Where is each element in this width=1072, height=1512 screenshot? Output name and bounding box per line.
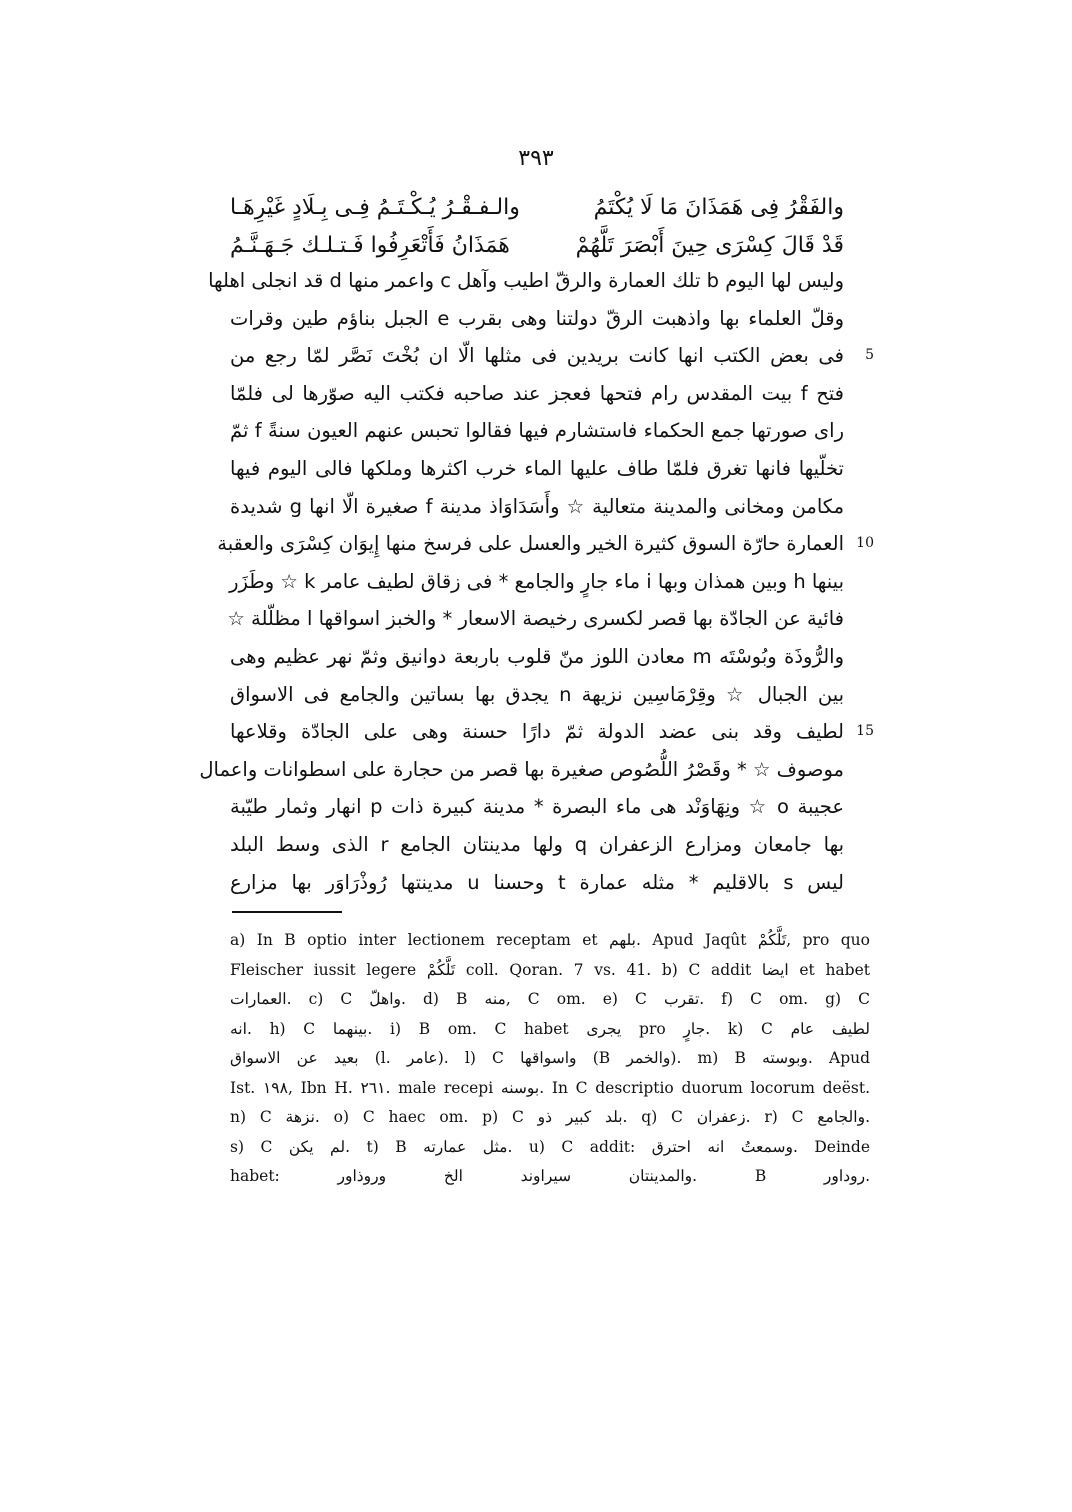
prose-line [230,864,844,902]
verse-hemistich: قَدْ قَالَ كِسْرَى حِينَ أَبْصَرَ تَلَّهُمْ [575,232,844,258]
prose-line-text: فتح f بيت المقدس رام فتحها فعجز عند صاحبه فكتب اليه صوّرها لى فلمّا [230,381,844,405]
prose-line [217,525,874,563]
line-number: 15 [856,723,874,740]
prose-line-text: راى صورتها جمع الحكماء فاستشارم فيها فقالوا تحبس عنهم العيون سنةً f ثمّ [230,419,845,443]
verse-line [230,226,844,264]
prose-line [230,300,844,338]
prose-line [230,375,844,413]
line-number: 10 [856,535,874,552]
prose-line-text: مكامن ومخانى والمدينة متعالية ☆ وأَسَدَاوَاذ مدينة f صغيرة الّا انها g شديدة [230,494,845,518]
page-number: ٣٩٣ [518,146,554,171]
verse-hemistich: والـفـقْـرُ يُـكْـتَـمُ فِـى بِـلَادٍ غَيْرِهَـا [230,194,520,220]
prose-line [230,563,844,601]
verse-line [230,188,844,226]
prose-line-text: لطيف وقد بنى عضد الدولة ثمّ دارًا حسنة وهى على الجادّة وقلاعها [230,720,844,744]
footnote-line: العمارات. c) C واهلّ. d) B منه, C om. e) C تقرب. f) C om. g) C [230,990,870,1008]
prose-line-text: عجيبة o ☆ ونِهَاوَنْد هى ماء البصرة * مدينة كبيرة ذات p انهار وثمار طيّبة [230,795,844,819]
footnote-line: انه. h) C بينهما. i) B om. C habet يجرى pro جارٍ. k) C لطيف عام [230,1019,870,1038]
prose-line-text: وليس لها اليوم b تلك العمارة والرقّ اطيب وآهل c واعمر منها d قد انجلى اهلها [208,269,844,292]
prose-line [230,450,844,488]
verse-hemistich: هَمَذَانُ فَأَتْعَرِفُوا فَـتـلـك جَـهَـنَّـمُ [230,232,510,258]
footnote-line: بعيد عن الاسواق (l. عامر). l) C واسواقها (B والخمر). m) B وبوسته. Apud [230,1049,871,1067]
prose-line-text: تخلّيها فانها تغرق فلمّا طاف عليها الماء خرب اكثرها وملكها فالى اليوم فيها [230,456,844,480]
prose-line [230,638,844,676]
prose-line-text: فائية عن الجادّة بها قصر لكسرى رخيصة الاسعار * والخبز اسواقها l مظلّلة ☆ [227,607,844,631]
verse-block [230,188,844,264]
prose-line [230,337,874,375]
line-number: 5 [865,347,874,364]
footnote-line: n) C نزهة. o) C haec om. p) C بلد كبير ذو. q) C زعفران. r) C والجامع. [230,1108,871,1126]
footnote-line: habet: والمدينتان سيراوند الخ وروذاور. B روداور. [230,1167,871,1185]
prose-line-text: بها جامعان ومزارع الزعفران q ولها مدينتان الجامع r الذى وسط البلد [230,832,845,856]
prose-line-text: العمارة حارّة السوق كثيرة الخير والعسل على فرسخ منها إِيوَان كِسْرَى والعقبة [217,532,844,556]
prose-line [230,676,844,714]
prose-line-text: وقلّ العلماء بها واذهبت الرقّ دولتنا وهى بقرب e الجبل بناؤم طين وقرات [230,306,844,330]
prose-line [208,262,844,300]
prose-line-text: موصوف ☆ * وقَصْرُ اللُّصُوص صغيرة بها قصر من حجارة على اسطوانات واعمال [199,757,844,781]
prose-line [230,788,844,826]
footnote-line: s) C لم يكن. t) B مثل عمارته. u) C addit: وسمعتُ انه احترق. Deinde [230,1137,871,1156]
prose-line [230,713,874,751]
prose-line-text: بين الجبال ☆ وقِرْمَاسِين نزيهة n يجدق بها بساتين والجامع فى الاسواق [230,682,844,706]
verse-hemistich: والفَقْرُ فِى هَمَذَانَ مَا لَا يُكْتَمُ [593,194,844,220]
prose-line-text: بينها h وبين همذان وبها i ماء جارٍ والجامع * فى زقاق لطيف عامر k ☆ وطَزَر [229,569,844,593]
footnote-line: Fleischer iussit legere تَلَّكُمْ coll. Qoran. 7 vs. 41. b) C addit ايضا et habet [230,960,870,979]
prose-line [230,488,844,526]
footnote-divider [232,911,342,913]
prose-line [230,412,844,450]
prose-body [199,262,874,901]
prose-line-text: فى بعض الكتب انها كانت بريدين فى مثلها الّا ان بُخْتَ نَصَّر لمّا رجع من [230,344,844,368]
footnote-line: Ist. ١٩٨, Ibn H. ٢٦١. male recepi بوسنه. In C descriptio duorum locorum deëst. [230,1078,870,1097]
prose-line-text: والرُّوذَة وبُوسْتَه m معادن اللوز منّ قلوب باربعة دوانيق وثمّ نهر عظيم وهى [230,644,844,668]
footnote-line: a) In B optio inter lectionem receptam et بلهم. Apud Jaqût تَلَّكُمْ, pro quo [230,931,870,949]
prose-line [199,751,844,789]
prose-line [227,600,844,638]
prose-line-text: ليس s بالاقليم * مثله عمارة t وحسنا u مدينتها رُوذْرَاوَر بها مزارع [230,870,844,894]
footnotes [230,926,870,1192]
prose-line [230,826,844,864]
